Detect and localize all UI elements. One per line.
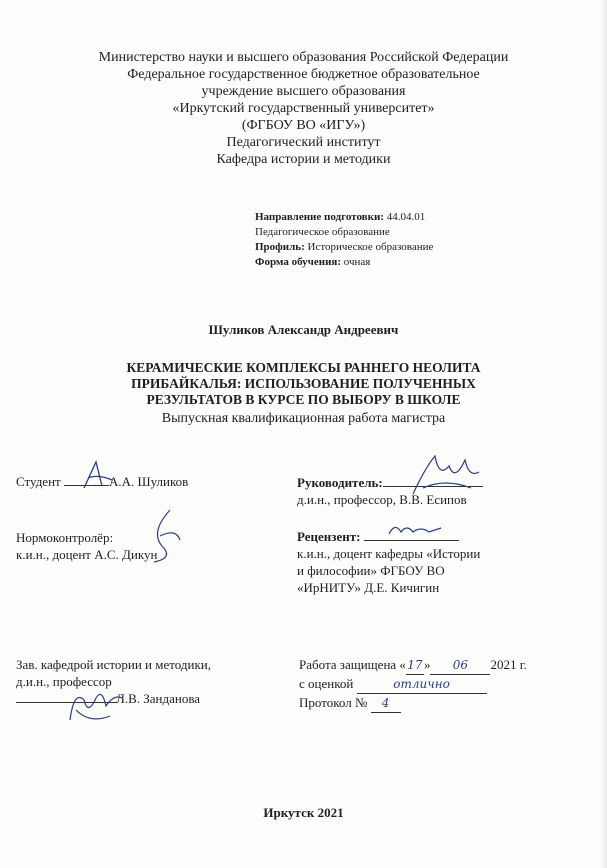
institution-header <box>0 49 607 168</box>
defense-month: 06 <box>430 657 490 675</box>
header-line: Министерство науки и высшего образования Российской Федерации <box>98 50 509 65</box>
reviewer-label: Рецензент: <box>297 529 361 544</box>
defense-block <box>299 656 527 713</box>
head-line: д.и.н., профессор <box>16 674 112 689</box>
supervisor-label: Руководитель: <box>297 475 383 490</box>
protocol-label: Протокол № <box>299 695 368 710</box>
study-form-label: Форма обучения: <box>255 256 342 268</box>
profile-label: Профиль: <box>255 241 305 253</box>
reviewer-block <box>297 528 480 596</box>
author-name: Шуликов Александр Андреевич <box>208 322 399 337</box>
reviewer-line: к.и.н., доцент кафедры «Истории <box>297 546 481 561</box>
direction-code: 44.04.01 <box>383 211 426 223</box>
student-name: А.А. Шуликов <box>108 474 189 489</box>
header-line: Кафедра истории и методики <box>216 152 391 167</box>
defense-quote: » <box>423 657 431 672</box>
signature-blank <box>16 702 116 703</box>
thesis-subtitle: Выпускная квалификационная работа магистра <box>161 411 446 426</box>
header-line: Федеральное государственное бюджетное образовательное <box>127 67 480 82</box>
reviewer-line: и философии» ФГБОУ ВО <box>297 563 445 578</box>
grade-value: отлично <box>357 676 487 694</box>
defense-label: Работа защищена « <box>299 657 406 672</box>
city-year: Иркутск 2021 <box>263 805 344 820</box>
protocol-number: 4 <box>371 695 401 713</box>
direction-name: Педагогическое образование <box>255 226 390 238</box>
thesis-title <box>0 360 607 408</box>
normcontrol-label: Нормоконтролёр: <box>16 530 114 545</box>
reviewer-line: «ИрНИТУ» Д.Е. Кичигин <box>297 580 440 595</box>
head-name: Л.В. Занданова <box>116 691 201 706</box>
student-line <box>16 473 188 490</box>
signature-blank <box>364 540 459 541</box>
head-of-department-block <box>16 656 211 707</box>
header-line: Педагогический институт <box>226 135 381 150</box>
title-line: ПРИБАЙКАЛЬЯ: ИСПОЛЬЗОВАНИЕ ПОЛУЧЕННЫХ <box>131 376 476 391</box>
signature-blank <box>64 485 109 486</box>
defense-day: 17 <box>406 657 424 675</box>
grade-label: с оценкой <box>299 676 354 691</box>
direction-label: Направление подготовки: <box>255 211 384 223</box>
header-line: (ФГБОУ ВО «ИГУ») <box>241 118 366 133</box>
supervisor-block <box>297 474 483 508</box>
header-line: учреждение высшего образования <box>201 84 406 99</box>
student-label: Студент <box>16 474 61 489</box>
study-direction-block <box>255 210 433 270</box>
head-line: Зав. кафедрой истории и методики, <box>16 657 211 672</box>
supervisor-name: д.и.н., профессор, В.В. Есипов <box>297 492 467 507</box>
title-line: РЕЗУЛЬТАТОВ В КУРСЕ ПО ВЫБОРУ В ШКОЛЕ <box>146 392 461 407</box>
header-line: «Иркутский государственный университет» <box>172 101 435 116</box>
normcontrol-block <box>16 529 157 563</box>
study-form-value: очная <box>341 256 371 268</box>
defense-year: 2021 г. <box>490 657 527 672</box>
signature-blank <box>383 486 483 487</box>
profile-value: Историческое образование <box>304 241 434 253</box>
title-line: КЕРАМИЧЕСКИЕ КОМПЛЕКСЫ РАННЕГО НЕОЛИТА <box>126 360 481 375</box>
normcontrol-name: к.и.н., доцент А.С. Дикун <box>16 547 158 562</box>
